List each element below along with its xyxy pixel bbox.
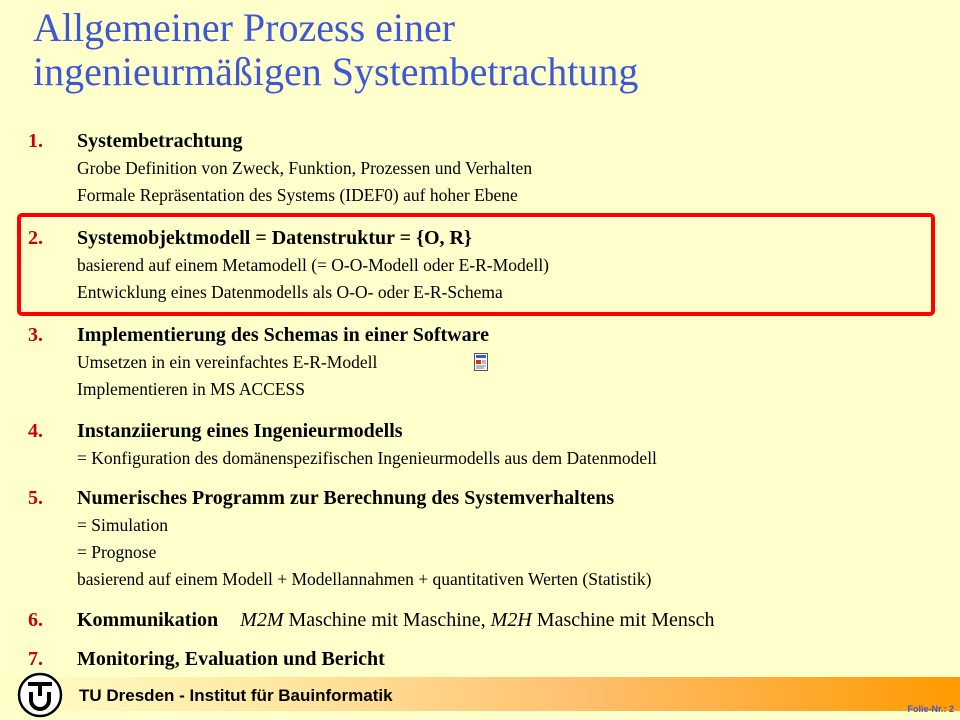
- item-detail-line: Grobe Definition von Zweck, Funktion, Prozessen und Verhalten: [77, 158, 533, 178]
- item-heading: Monitoring, Evaluation und Bericht: [77, 648, 385, 670]
- item-details: [77, 512, 651, 593]
- item-details: [77, 445, 657, 472]
- highlight-box: [17, 213, 935, 316]
- item-number: 1.: [28, 130, 43, 152]
- item-heading: [77, 607, 715, 633]
- item-detail-line: Implementieren in MS ACCESS: [77, 379, 305, 399]
- item-number: 7.: [28, 648, 43, 670]
- item-number: 4.: [28, 420, 43, 442]
- item-number: 5.: [28, 487, 43, 509]
- document-icon: [474, 353, 488, 371]
- item-detail-line: = Prognose: [77, 542, 157, 562]
- item-heading-tail: [240, 609, 714, 631]
- item-detail-line: basierend auf einem Modell + Modellannahmen + quantitativen Werten (Statistik): [77, 569, 652, 589]
- item-heading: Numerisches Programm zur Berechnung des Systemverhaltens: [77, 487, 615, 509]
- m2m-text: Maschine mit Maschine,: [283, 609, 491, 631]
- item-heading: Systemobjektmodell = Datenstruktur = {O, R}: [77, 227, 472, 249]
- item-number: 6.: [28, 609, 43, 631]
- slide-title-line-2: ingenieurmäßigen Systembetrachtung: [33, 49, 639, 94]
- item-details: [77, 349, 377, 403]
- item-heading: Instanziierung eines Ingenieurmodells: [77, 420, 403, 442]
- item-detail-line: Formale Repräsentation des Systems (IDEF0) auf hoher Ebene: [77, 185, 518, 205]
- m2h-abbreviation: M2H: [490, 609, 532, 631]
- tu-dresden-logo: [17, 672, 63, 718]
- item-details: [77, 155, 532, 209]
- m2h-text: Maschine mit Mensch: [531, 609, 715, 631]
- slide-title: [33, 6, 638, 94]
- item-heading-text: Kommunikation: [77, 609, 219, 631]
- item-heading: Systembetrachtung: [77, 130, 243, 152]
- slide-title-line-1: Allgemeiner Prozess einer: [33, 5, 456, 50]
- slide-number: Folie-Nr.: 2: [907, 704, 954, 714]
- item-detail-line: = Simulation: [77, 515, 169, 535]
- item-detail-line: basierend auf einem Metamodell (= O-O-Modell oder E-R-Modell): [77, 255, 550, 275]
- item-number: 2.: [28, 227, 43, 249]
- item-detail-line: = Konfiguration des domänenspezifischen Ingenieurmodells aus dem Datenmodell: [77, 448, 657, 468]
- item-detail-line: Umsetzen in ein vereinfachtes E-R-Modell: [77, 352, 378, 372]
- footer-institution: TU Dresden - Institut für Bauinformatik: [79, 686, 393, 705]
- item-number: 3.: [28, 324, 43, 346]
- item-detail-line: Entwicklung eines Datenmodells als O-O- oder E-R-Schema: [77, 282, 503, 302]
- item-heading: Implementierung des Schemas in einer Software: [77, 324, 490, 346]
- m2m-abbreviation: M2M: [240, 609, 284, 631]
